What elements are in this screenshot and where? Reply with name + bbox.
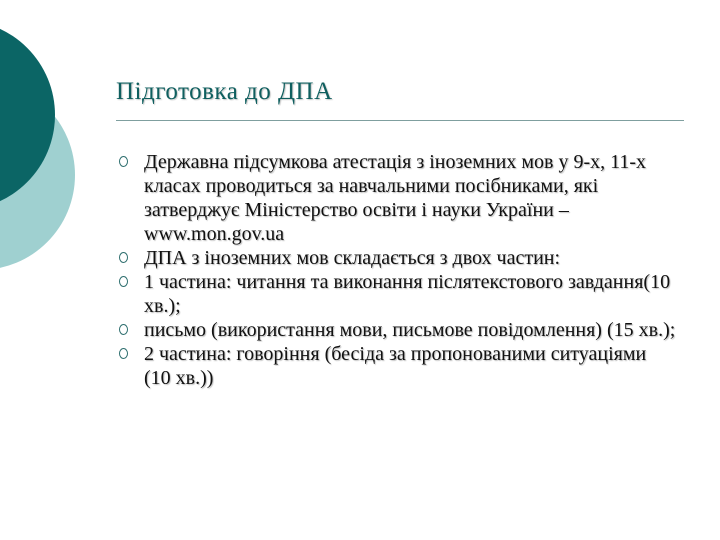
bullet-text: письмо (використання мови, письмове повідомлення) (15 хв.); — [144, 319, 676, 341]
decorative-circles — [0, 0, 120, 300]
hollow-oval-bullet-icon — [119, 276, 128, 287]
bullet-item — [116, 246, 676, 270]
bullet-item — [116, 270, 676, 318]
bullet-item — [116, 342, 676, 390]
bullet-text: 2 частина: говоріння (бесіда за пропонованими ситуаціями (10 хв.)) — [144, 343, 647, 389]
hollow-oval-bullet-icon — [119, 348, 128, 359]
hollow-oval-bullet-icon — [119, 252, 128, 263]
hollow-oval-bullet-icon — [119, 156, 128, 167]
slide-title: Підготовка до ДПА — [116, 78, 333, 105]
bullet-item — [116, 150, 676, 246]
bullet-item — [116, 318, 676, 342]
bullet-text: Державна підсумкова атестація з іноземних мов у 9-х, 11-х класах проводиться за навчальними посібниками, які затверджує Міністерство освіти і науки України – www.mon.gov.ua — [144, 151, 647, 245]
bullet-text: 1 частина: читання та виконання післятекстового завдання(10 хв.); — [144, 271, 671, 317]
bullet-text: ДПА з іноземних мов складається з двох частин: — [144, 247, 561, 269]
bullet-list — [116, 150, 676, 390]
title-divider — [116, 120, 684, 121]
hollow-oval-bullet-icon — [119, 324, 128, 335]
